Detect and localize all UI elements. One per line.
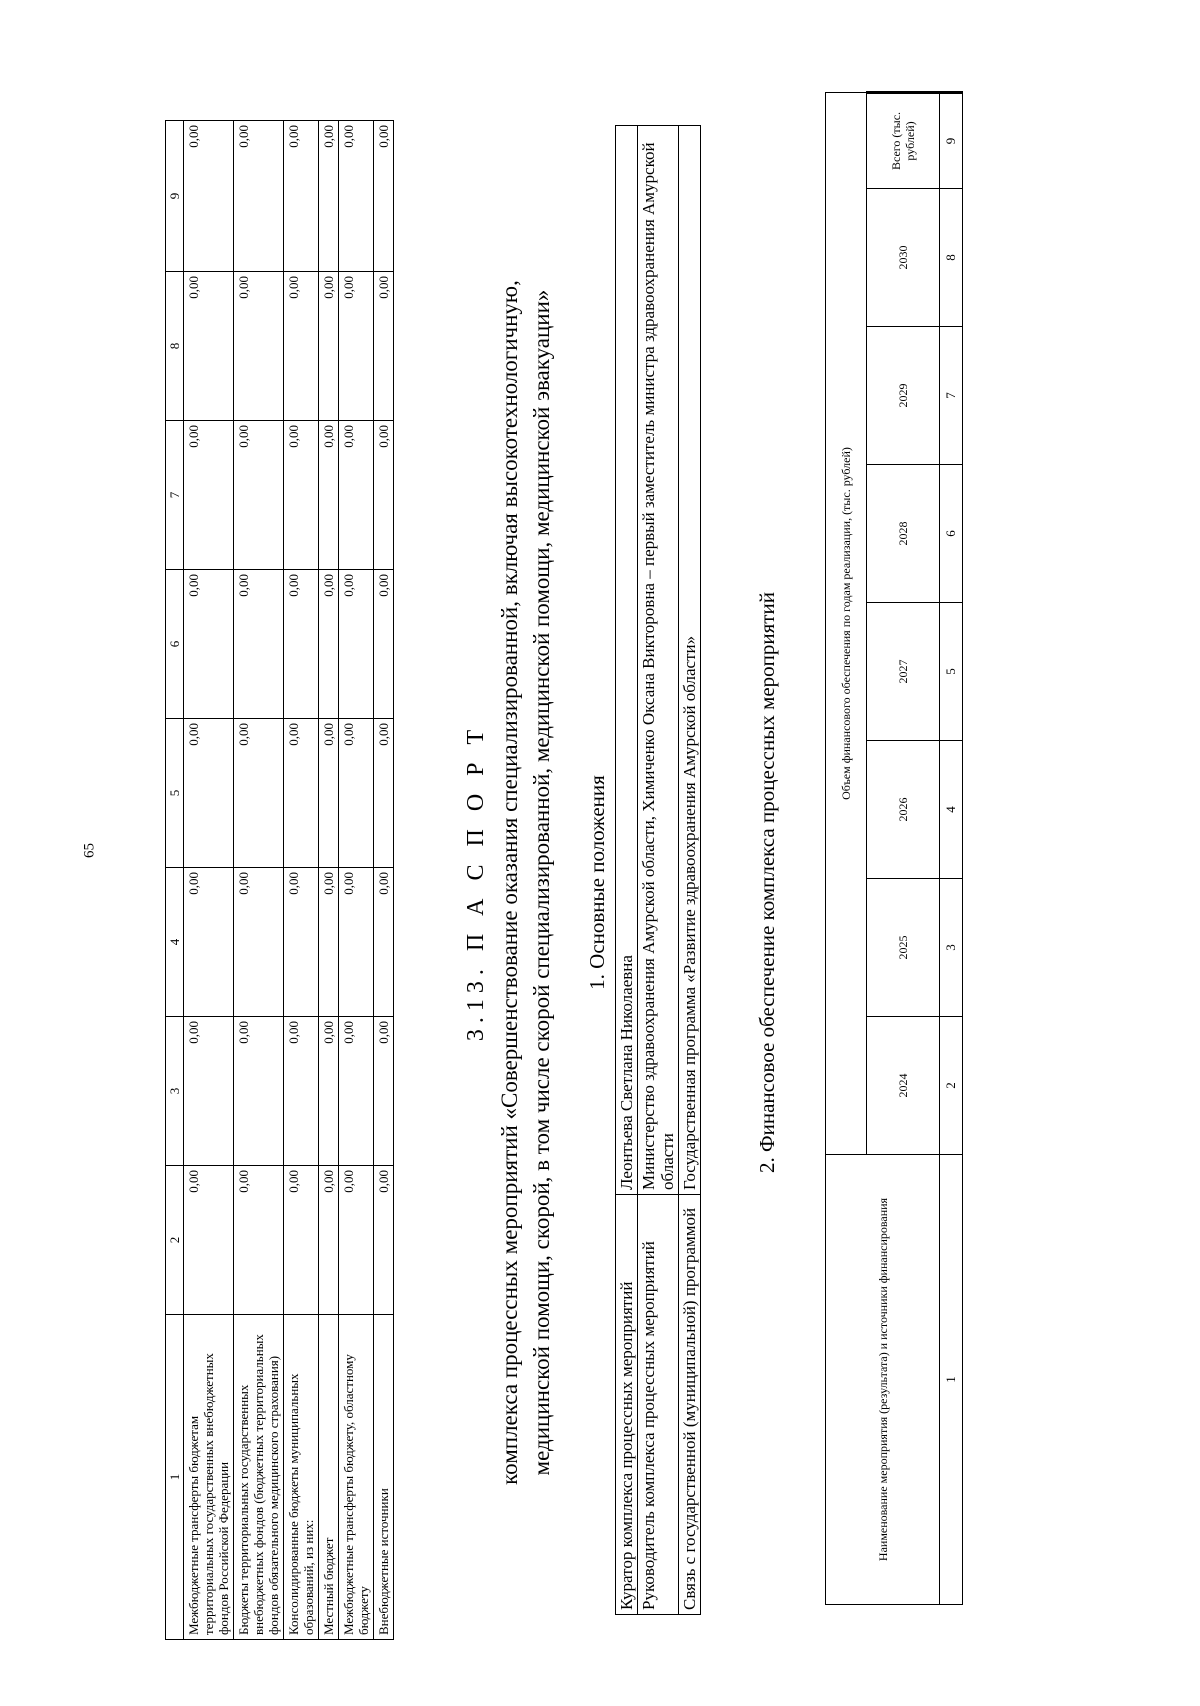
value-cell: 0,00 — [319, 868, 339, 1017]
value-cell: 0,00 — [284, 272, 319, 421]
column-number: 8 — [940, 189, 963, 327]
financing-table — [825, 91, 963, 1605]
provision-key: Связь с государственной (муниципальной) программой — [679, 1195, 701, 1615]
year-header: 2030 — [867, 189, 940, 327]
passport-subtitle-line: медицинской помощи, скорой, в том числе скорой специализированной, медицинской помощи, медицинской эвакуации» — [529, 289, 554, 1476]
column-number: 6 — [940, 465, 963, 603]
header-cell: 2 — [166, 1166, 184, 1315]
table-row — [374, 121, 394, 1640]
value-cell: 0,00 — [284, 121, 319, 272]
funding-volume-header: Объем финансового обеспечения по годам реализации, (тыс. рублей) — [826, 92, 867, 1154]
table-header-row — [166, 121, 184, 1640]
activity-name-header: Наименование мероприятия (результата) и источники финансирования — [826, 1155, 940, 1605]
value-cell: 0,00 — [184, 1017, 234, 1166]
row-label: Консолидированные бюджеты муниципальных образований, из них: — [284, 1315, 319, 1640]
column-number: 2 — [940, 1017, 963, 1155]
page-number: 65 — [81, 843, 98, 858]
table-row — [319, 121, 339, 1640]
value-cell: 0,00 — [319, 272, 339, 421]
section-2-title: 2. Финансовое обеспечение комплекса процессных мероприятий — [755, 592, 779, 1173]
value-cell: 0,00 — [374, 421, 394, 570]
value-cell: 0,00 — [339, 1166, 374, 1315]
value-cell: 0,00 — [339, 272, 374, 421]
value-cell: 0,00 — [374, 570, 394, 719]
funding-sources-table — [165, 120, 394, 1640]
value-cell: 0,00 — [184, 1166, 234, 1315]
passport-title: 3.13. П А С П О Р Т — [463, 723, 489, 1042]
provision-value: Государственная программа «Развитие здравоохранения Амурской области» — [679, 126, 701, 1195]
value-cell: 0,00 — [234, 121, 284, 272]
value-cell: 0,00 — [374, 1017, 394, 1166]
header-cell: 3 — [166, 1017, 184, 1166]
column-number: 5 — [940, 603, 963, 741]
provision-value: Леонтьева Светлана Николаевна — [616, 126, 638, 1195]
value-cell: 0,00 — [319, 570, 339, 719]
table-row — [616, 126, 638, 1615]
value-cell: 0,00 — [234, 1166, 284, 1315]
value-cell: 0,00 — [319, 719, 339, 868]
value-cell: 0,00 — [319, 421, 339, 570]
value-cell: 0,00 — [319, 1017, 339, 1166]
header-cell: 4 — [166, 868, 184, 1017]
year-header: 2026 — [867, 741, 940, 879]
header-cell: 8 — [166, 272, 184, 421]
value-cell: 0,00 — [319, 121, 339, 272]
value-cell: 0,00 — [234, 719, 284, 868]
value-cell: 0,00 — [284, 570, 319, 719]
value-cell: 0,00 — [284, 868, 319, 1017]
value-cell: 0,00 — [339, 1017, 374, 1166]
value-cell: 0,00 — [184, 421, 234, 570]
value-cell: 0,00 — [339, 421, 374, 570]
row-label: Бюджеты территориальных государственных внебюджетных фондов (бюджетных территориальных фондов обязательного медицинского страхования) — [234, 1315, 284, 1640]
table-row — [638, 126, 679, 1615]
value-cell: 0,00 — [284, 1166, 319, 1315]
year-header: 2028 — [867, 465, 940, 603]
value-cell: 0,00 — [284, 719, 319, 868]
total-header: Всего (тыс. рублей) — [867, 92, 940, 188]
table-row — [339, 121, 374, 1640]
section-1-title: 1. Основные положения — [585, 775, 609, 990]
row-label: Внебюджетные источники — [374, 1315, 394, 1640]
row-label: Межбюджетные трансферты бюджету, областному бюджету — [339, 1315, 374, 1640]
header-cell: 5 — [166, 719, 184, 868]
table-row — [184, 121, 234, 1640]
value-cell: 0,00 — [234, 570, 284, 719]
header-cell: 7 — [166, 421, 184, 570]
value-cell: 0,00 — [234, 272, 284, 421]
value-cell: 0,00 — [184, 868, 234, 1017]
value-cell: 0,00 — [184, 272, 234, 421]
value-cell: 0,00 — [234, 421, 284, 570]
value-cell: 0,00 — [339, 570, 374, 719]
header-cell: 9 — [166, 121, 184, 272]
value-cell: 0,00 — [339, 868, 374, 1017]
row-label: Местный бюджет — [319, 1315, 339, 1640]
passport-subtitle-line: комплекса процессных мероприятий «Совершенствование оказания специализированной, включая высокотехнологичную, — [497, 280, 522, 1485]
header-cell: 1 — [166, 1315, 184, 1640]
column-number: 3 — [940, 879, 963, 1017]
year-header: 2024 — [867, 1017, 940, 1155]
value-cell: 0,00 — [184, 121, 234, 272]
row-label: Межбюджетные трансферты бюджетам территориальных государственных внебюджетных фондов Российской Федерации — [184, 1315, 234, 1640]
table-row — [679, 126, 701, 1615]
table-row — [234, 121, 284, 1640]
table-row — [284, 121, 319, 1640]
value-cell: 0,00 — [234, 868, 284, 1017]
value-cell: 0,00 — [234, 1017, 284, 1166]
year-header: 2025 — [867, 879, 940, 1017]
value-cell: 0,00 — [319, 1166, 339, 1315]
column-number: 9 — [940, 92, 963, 188]
value-cell: 0,00 — [374, 121, 394, 272]
value-cell: 0,00 — [339, 121, 374, 272]
value-cell: 0,00 — [184, 719, 234, 868]
year-header: 2029 — [867, 327, 940, 465]
provision-key: Руководитель комплекса процессных мероприятий — [638, 1195, 679, 1615]
passport-heading — [460, 125, 558, 1640]
year-header: 2027 — [867, 603, 940, 741]
value-cell: 0,00 — [374, 719, 394, 868]
column-number: 7 — [940, 327, 963, 465]
value-cell: 0,00 — [339, 719, 374, 868]
value-cell: 0,00 — [374, 272, 394, 421]
main-provisions-table — [615, 125, 701, 1615]
provision-key: Куратор комплекса процессных мероприятий — [616, 1195, 638, 1615]
table-header-row — [826, 92, 867, 1604]
column-number-row — [940, 92, 963, 1604]
value-cell: 0,00 — [284, 1017, 319, 1166]
rotated-page-content — [110, 100, 1200, 1680]
value-cell: 0,00 — [374, 868, 394, 1017]
column-number: 1 — [940, 1155, 963, 1605]
header-cell: 6 — [166, 570, 184, 719]
column-number: 4 — [940, 741, 963, 879]
value-cell: 0,00 — [284, 421, 319, 570]
value-cell: 0,00 — [184, 570, 234, 719]
value-cell: 0,00 — [374, 1166, 394, 1315]
provision-value: Министерство здравоохранения Амурской области, Химиченко Оксана Викторовна – первый заместитель министра здравоохранения Амурской области — [638, 126, 679, 1195]
